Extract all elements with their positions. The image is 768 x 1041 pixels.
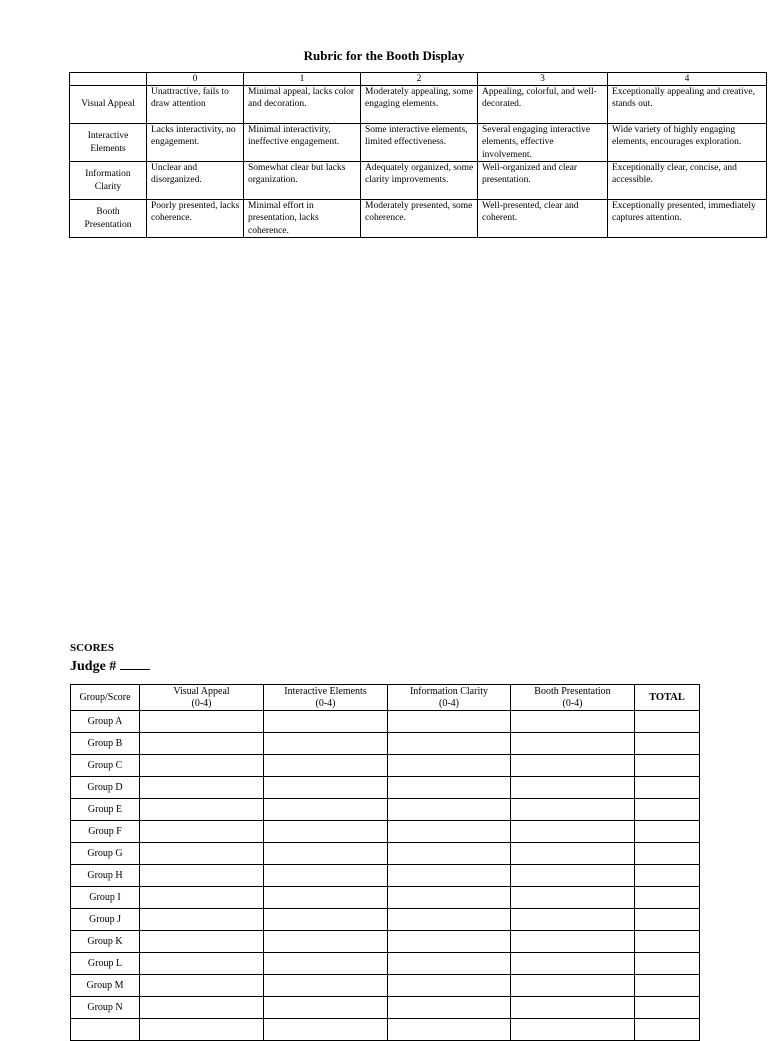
booth-presentation-score-cell[interactable]	[511, 865, 635, 887]
booth-presentation-header	[511, 685, 635, 711]
rubric-criterion: Visual Appeal	[70, 86, 147, 124]
scores-header-row	[71, 685, 700, 711]
visual-appeal-header	[140, 685, 264, 711]
rubric-criterion: Booth Presentation	[70, 200, 147, 238]
rubric-cell: Lacks interactivity, no engagement.	[147, 124, 244, 162]
information-clarity-score-cell[interactable]	[388, 1019, 511, 1041]
rubric-score-header: 2	[361, 73, 478, 86]
rubric-row-information-clarity	[70, 162, 767, 200]
rubric-cell: Somewhat clear but lacks organization.	[244, 162, 361, 200]
group-label: Group M	[71, 975, 140, 997]
booth-presentation-score-cell[interactable]	[511, 975, 635, 997]
total-score-cell[interactable]	[635, 887, 700, 909]
group-label: Group K	[71, 931, 140, 953]
booth-presentation-score-cell[interactable]	[511, 755, 635, 777]
interactive-elements-score-cell[interactable]	[264, 711, 388, 733]
total-score-cell[interactable]	[635, 799, 700, 821]
rubric-cell: Moderately appealing, some engaging elements.	[361, 86, 478, 124]
rubric-score-header: 0	[147, 73, 244, 86]
scores-table	[70, 684, 700, 1041]
interactive-elements-score-cell[interactable]	[264, 865, 388, 887]
interactive-elements-header	[264, 685, 388, 711]
group-label	[71, 1019, 140, 1041]
score-row	[71, 997, 700, 1019]
information-clarity-score-cell[interactable]	[388, 777, 511, 799]
rubric-cell: Adequately organized, some clarity improvements.	[361, 162, 478, 200]
booth-presentation-score-cell[interactable]	[511, 733, 635, 755]
group-label: Group L	[71, 953, 140, 975]
group-label: Group D	[71, 777, 140, 799]
rubric-header-row	[70, 73, 767, 86]
total-score-cell[interactable]	[635, 777, 700, 799]
interactive-elements-score-cell[interactable]	[264, 843, 388, 865]
information-clarity-score-cell[interactable]	[388, 975, 511, 997]
booth-presentation-score-cell[interactable]	[511, 931, 635, 953]
total-score-cell[interactable]	[635, 1019, 700, 1041]
rubric-cell: Wide variety of highly engaging elements, encourages exploration.	[608, 124, 767, 162]
total-score-cell[interactable]	[635, 975, 700, 997]
group-label: Group F	[71, 821, 140, 843]
group-label: Group N	[71, 997, 140, 1019]
visual-appeal-header-label: Visual Appeal	[173, 685, 230, 697]
score-range-label: (0-4)	[191, 697, 212, 709]
group-label: Group H	[71, 865, 140, 887]
rubric-criterion: Interactive Elements	[70, 124, 147, 162]
booth-presentation-score-cell[interactable]	[511, 843, 635, 865]
interactive-elements-score-cell[interactable]	[264, 733, 388, 755]
rubric-score-header: 1	[244, 73, 361, 86]
rubric-cell: Exceptionally appealing and creative, stands out.	[608, 86, 767, 124]
score-row	[71, 777, 700, 799]
booth-presentation-score-cell[interactable]	[511, 821, 635, 843]
score-row	[71, 953, 700, 975]
visual-appeal-score-cell[interactable]	[140, 887, 264, 909]
booth-presentation-score-cell[interactable]	[511, 909, 635, 931]
visual-appeal-score-cell[interactable]	[140, 821, 264, 843]
information-clarity-score-cell[interactable]	[388, 755, 511, 777]
booth-presentation-score-cell[interactable]	[511, 711, 635, 733]
rubric-cell: Unattractive, fails to draw attention	[147, 86, 244, 124]
score-row	[71, 799, 700, 821]
visual-appeal-score-cell[interactable]	[140, 755, 264, 777]
rubric-title: Rubric for the Booth Display	[303, 48, 465, 63]
rubric-score-header: 3	[478, 73, 608, 86]
visual-appeal-score-cell[interactable]	[140, 711, 264, 733]
score-range-label: (0-4)	[439, 697, 459, 709]
score-row	[71, 909, 700, 931]
total-score-cell[interactable]	[635, 997, 700, 1019]
booth-presentation-score-cell[interactable]	[511, 1019, 635, 1041]
rubric-row-interactive-elements	[70, 124, 767, 162]
booth-presentation-score-cell[interactable]	[511, 953, 635, 975]
information-clarity-header-label: Information Clarity	[409, 685, 489, 697]
total-score-cell[interactable]	[635, 865, 700, 887]
group-label: Group I	[71, 887, 140, 909]
judge-number-label	[70, 657, 150, 675]
rubric-criterion: Information Clarity	[70, 162, 147, 200]
interactive-elements-score-cell[interactable]	[264, 997, 388, 1019]
rubric-cell: Well-organized and clear presentation.	[478, 162, 608, 200]
rubric-cell: Unclear and disorganized.	[147, 162, 244, 200]
visual-appeal-score-cell[interactable]	[140, 909, 264, 931]
total-score-cell[interactable]	[635, 733, 700, 755]
information-clarity-score-cell[interactable]	[388, 843, 511, 865]
booth-presentation-score-cell[interactable]	[511, 799, 635, 821]
total-score-cell[interactable]	[635, 821, 700, 843]
information-clarity-score-cell[interactable]	[388, 865, 511, 887]
rubric-table	[69, 72, 767, 238]
visual-appeal-score-cell[interactable]	[140, 931, 264, 953]
interactive-elements-score-cell[interactable]	[264, 975, 388, 997]
information-clarity-score-cell[interactable]	[388, 931, 511, 953]
rubric-cell: Poorly presented, lacks coherence.	[147, 200, 244, 238]
total-score-cell[interactable]	[635, 711, 700, 733]
interactive-elements-score-cell[interactable]	[264, 799, 388, 821]
information-clarity-score-cell[interactable]	[388, 997, 511, 1019]
information-clarity-score-cell[interactable]	[388, 733, 511, 755]
group-label: Group B	[71, 733, 140, 755]
booth-presentation-header-label: Booth Presentation	[534, 685, 611, 697]
visual-appeal-score-cell[interactable]	[140, 777, 264, 799]
information-clarity-score-cell[interactable]	[388, 909, 511, 931]
interactive-elements-score-cell[interactable]	[264, 821, 388, 843]
score-range-label: (0-4)	[315, 697, 336, 709]
score-row	[71, 843, 700, 865]
visual-appeal-score-cell[interactable]	[140, 975, 264, 997]
interactive-elements-score-cell[interactable]	[264, 755, 388, 777]
rubric-score-header: 4	[608, 73, 767, 86]
score-row	[71, 1019, 700, 1041]
scores-heading: SCORES	[70, 642, 115, 654]
visual-appeal-score-cell[interactable]	[140, 843, 264, 865]
visual-appeal-score-cell[interactable]	[140, 997, 264, 1019]
score-range-label: (0-4)	[562, 697, 583, 709]
score-row	[71, 931, 700, 953]
visual-appeal-score-cell[interactable]	[140, 865, 264, 887]
judge-label-text: Judge #	[70, 659, 117, 674]
rubric-cell: Moderately presented, some coherence.	[361, 200, 478, 238]
group-label: Group G	[71, 843, 140, 865]
rubric-cell: Exceptionally clear, concise, and accessible.	[608, 162, 767, 200]
rubric-cell: Appealing, colorful, and well-decorated.	[478, 86, 608, 124]
visual-appeal-score-cell[interactable]	[140, 953, 264, 975]
rubric-cell: Exceptionally presented, immediately captures attention.	[608, 200, 767, 238]
booth-presentation-score-cell[interactable]	[511, 997, 635, 1019]
total-score-cell[interactable]	[635, 755, 700, 777]
rubric-cell: Well-presented, clear and coherent.	[478, 200, 608, 238]
score-row	[71, 821, 700, 843]
rubric-row-booth-presentation	[70, 200, 767, 238]
score-row	[71, 975, 700, 997]
information-clarity-header	[388, 685, 511, 711]
group-score-header: Group/Score	[71, 685, 140, 711]
rubric-cell: Minimal interactivity, ineffective engagement.	[244, 124, 361, 162]
interactive-elements-score-cell[interactable]	[264, 1019, 388, 1041]
information-clarity-score-cell[interactable]	[388, 887, 511, 909]
group-label: Group C	[71, 755, 140, 777]
group-label: Group A	[71, 711, 140, 733]
information-clarity-score-cell[interactable]	[388, 821, 511, 843]
interactive-elements-header-label: Interactive Elements	[284, 685, 367, 697]
total-score-cell[interactable]	[635, 909, 700, 931]
rubric-cell: Minimal appeal, lacks color and decoration.	[244, 86, 361, 124]
total-score-cell[interactable]	[635, 843, 700, 865]
interactive-elements-score-cell[interactable]	[264, 931, 388, 953]
interactive-elements-score-cell[interactable]	[264, 953, 388, 975]
scores-body	[71, 711, 700, 1041]
score-row	[71, 733, 700, 755]
interactive-elements-score-cell[interactable]	[264, 887, 388, 909]
visual-appeal-score-cell[interactable]	[140, 1019, 264, 1041]
score-row	[71, 865, 700, 887]
rubric-row-visual-appeal	[70, 86, 767, 124]
information-clarity-score-cell[interactable]	[388, 799, 511, 821]
visual-appeal-score-cell[interactable]	[140, 733, 264, 755]
group-label: Group J	[71, 909, 140, 931]
score-row	[71, 755, 700, 777]
score-row	[71, 711, 700, 733]
visual-appeal-score-cell[interactable]	[140, 799, 264, 821]
rubric-cell: Minimal effort in presentation, lacks coherence.	[244, 200, 361, 238]
interactive-elements-score-cell[interactable]	[264, 909, 388, 931]
information-clarity-score-cell[interactable]	[388, 953, 511, 975]
booth-presentation-score-cell[interactable]	[511, 887, 635, 909]
total-score-cell[interactable]	[635, 953, 700, 975]
score-row	[71, 887, 700, 909]
group-label: Group E	[71, 799, 140, 821]
rubric-cell: Several engaging interactive elements, effective involvement.	[478, 124, 608, 162]
total-header: TOTAL	[635, 685, 700, 711]
judge-number-blank[interactable]	[120, 657, 150, 670]
interactive-elements-score-cell[interactable]	[264, 777, 388, 799]
booth-presentation-score-cell[interactable]	[511, 777, 635, 799]
information-clarity-score-cell[interactable]	[388, 711, 511, 733]
rubric-corner-cell	[70, 73, 147, 86]
total-score-cell[interactable]	[635, 931, 700, 953]
rubric-cell: Some interactive elements, limited effectiveness.	[361, 124, 478, 162]
